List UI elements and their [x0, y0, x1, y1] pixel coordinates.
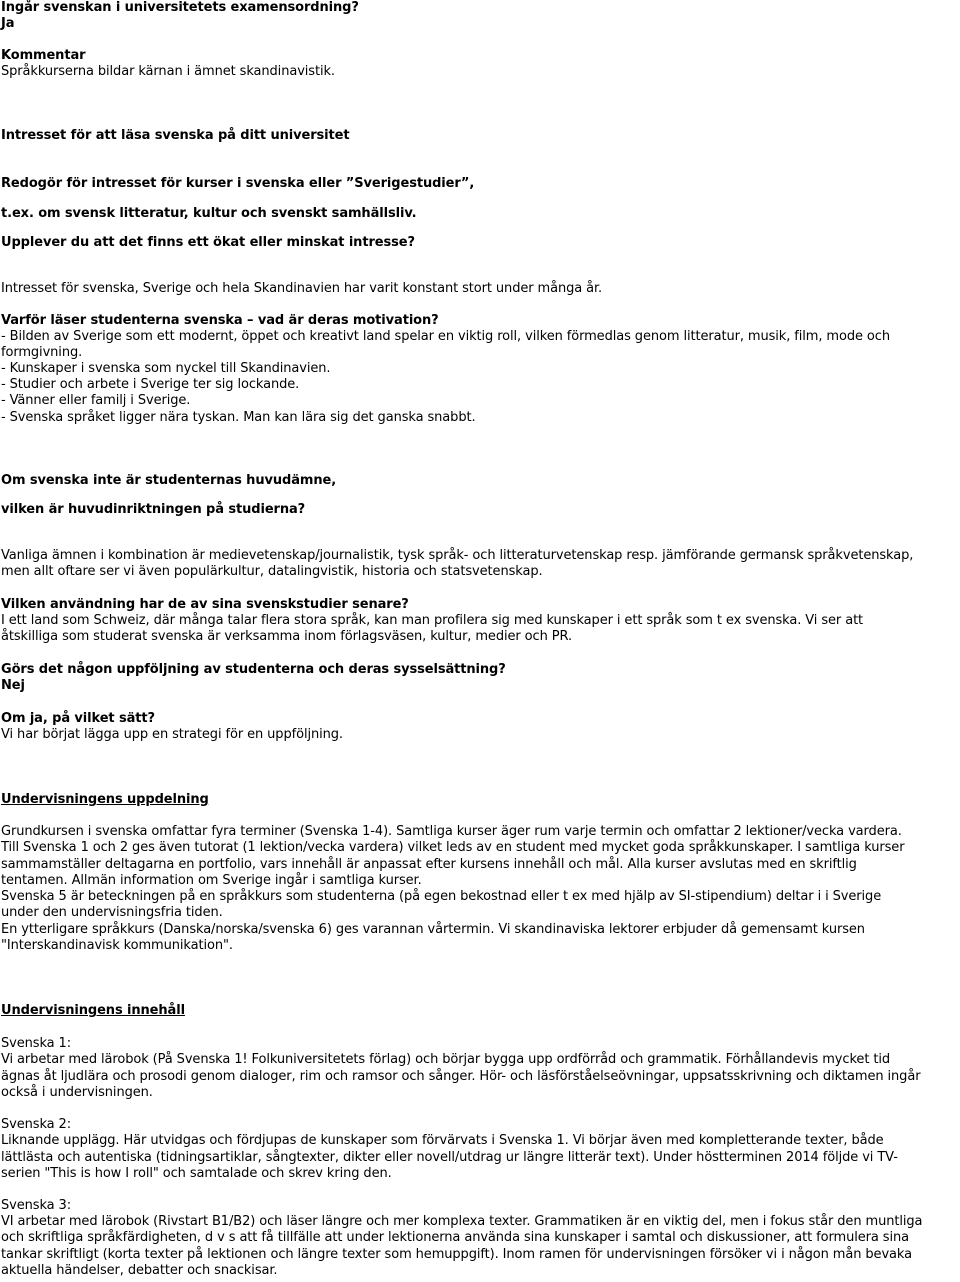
- interest-prompt-line2: t.ex. om svensk litteratur, kultur och svenskt samhällsliv.: [1, 206, 417, 221]
- followup-heading: Görs det någon uppföljning av studenterna och deras sysselsättning?: [1, 662, 506, 677]
- svenska3-line: aktuella händelser, debatter och snackisar.: [1, 1263, 278, 1278]
- content-heading: Undervisningens innehåll: [1, 1003, 185, 1018]
- question-examensordning: Ingår svenskan i universitetets examensordning?: [1, 0, 359, 15]
- usage-heading: Vilken användning har de av sina svenskstudier senare?: [1, 597, 409, 612]
- division-line: "Interskandinavisk kommunikation".: [1, 938, 233, 953]
- motivation-line: - Kunskaper i svenska som nyckel till Skandinavien.: [1, 361, 331, 376]
- main-subject-heading-line2: vilken är huvudinriktningen på studierna?: [1, 502, 306, 517]
- main-subject-line: men allt oftare ser vi även populärkultur, datalingvistik, historia och statsvetenskap.: [1, 564, 543, 579]
- svenska3-line: tankar skriftligt (korta texter på lektionen och längre texter som hemuppgift). Inom ramen för undervisningen försöker vi i någon mån bevaka: [1, 1247, 912, 1262]
- division-line: sammamställer deltagarna en portfolio, vars innehåll är anpassat efter kursens innehåll och mål. Alla kurser avslutas med en skriftlig: [1, 857, 857, 872]
- motivation-line: - Studier och arbete i Sverige ter sig lockande.: [1, 377, 300, 392]
- interest-prompt-line3: Upplever du att det finns ett ökat eller minskat intresse?: [1, 235, 415, 250]
- division-heading: Undervisningens uppdelning: [1, 792, 209, 807]
- followup-answer: Nej: [1, 678, 25, 693]
- division-line: Svenska 5 är beteckningen på en språkkurs som studenterna (på egen bekostnad eller t ex med hjälp av SI-stipendium) deltar i i Sverige: [1, 889, 882, 904]
- answer-examensordning: Ja: [1, 16, 15, 31]
- comment-text: Språkkurserna bildar kärnan i ämnet skandinavistik.: [1, 64, 335, 79]
- motivation-line: - Vänner eller familj i Sverige.: [1, 393, 191, 408]
- motivation-line: - Bilden av Sverige som ett modernt, öppet och kreativt land spelar en viktig roll, vilken förmedlas genom litteratur, musik, film, mode och: [1, 329, 890, 344]
- interest-answer: Intresset för svenska, Sverige och hela Skandinavien har varit konstant stort under många år.: [1, 281, 603, 296]
- svenska2-line: serien "This is how I roll" och samtalade och skrev kring den.: [1, 1166, 392, 1181]
- motivation-line: - Svenska språket ligger nära tyskan. Man kan lära sig det ganska snabbt.: [1, 410, 476, 425]
- comment-heading: Kommentar: [1, 48, 86, 63]
- svenska3-line: och skriftliga språkfärdigheten, d v s att få tillfälle att under lektionerna använda sina kunskaper i samtal och diskussioner, att formulera sina: [1, 1230, 909, 1245]
- interest-prompt-line1: Redogör för intresset för kurser i svenska eller ”Sverigestudier”,: [1, 176, 475, 191]
- motivation-line: formgivning.: [1, 345, 83, 360]
- division-line: under den undervisningsfria tiden.: [1, 905, 223, 920]
- svenska2-line: Liknande upplägg. Här utvidgas och fördjupas de kunskaper som förvärvats i Svenska 1. Vi börjar även med kompletterande texter, både: [1, 1133, 884, 1148]
- svenska2-line: lättlästa och autentiska (tidningsartiklar, sångtexter, dikter eller novell/utdrag ur längre litterär text). Under höstterminen 2014 följde vi TV-: [1, 1150, 898, 1165]
- division-line: En ytterligare språkkurs (Danska/norska/svenska 6) ges varannan vårtermin. Vi skandinaviska lektorer erbjuder då gemensamt kursen: [1, 922, 865, 937]
- main-subject-heading-line1: Om svenska inte är studenternas huvudämne,: [1, 473, 337, 488]
- division-line: tentamen. Allmän information om Sverige ingår i samtliga kurser.: [1, 873, 422, 888]
- usage-line: I ett land som Schweiz, där många talar flera stora språk, kan man profilera sig med kunskaper i ett språk som t ex svenska. Vi ser att: [1, 613, 864, 628]
- svenska3-line: VI arbetar med lärobok (Rivstart B1/B2) och läser längre och mer komplexa texter. Grammatiken är en viktig del, men i fokus står den muntliga: [1, 1214, 923, 1229]
- svenska2-title: Svenska 2:: [1, 1117, 72, 1132]
- motivation-heading: Varför läser studenterna svenska – vad är deras motivation?: [1, 313, 439, 328]
- svenska1-line: också i undervisningen.: [1, 1085, 153, 1100]
- interest-heading: Intresset för att läsa svenska på ditt universitet: [1, 128, 350, 143]
- division-line: Grundkursen i svenska omfattar fyra terminer (Svenska 1-4). Samtliga kurser äger rum varje termin och omfattar 2 lektioner/vecka vardera.: [1, 824, 902, 839]
- main-subject-line: Vanliga ämnen i kombination är medievetenskap/journalistik, tysk språk- och litteraturvetenskap resp. jämförande germansk språkvetenskap,: [1, 548, 914, 563]
- svenska1-line: ägnas åt ljudlära och prosodi genom dialoger, rim och ramsor och sånger. Hör- och läsförståelseövningar, uppsatsskrivning och diktamen ingår: [1, 1069, 921, 1084]
- followup-heading-2: Om ja, på vilket sätt?: [1, 711, 155, 726]
- svenska1-line: Vi arbetar med lärobok (På Svenska 1! Folkuniversitetets förlag) och börjar bygga upp ordförråd och grammatik. Förhållandevis mycket tid: [1, 1052, 891, 1067]
- svenska3-title: Svenska 3:: [1, 1198, 72, 1213]
- followup-answer-2: Vi har börjat lägga upp en strategi för en uppföljning.: [1, 727, 343, 742]
- svenska1-title: Svenska 1:: [1, 1036, 72, 1051]
- division-line: Till Svenska 1 och 2 ges även tutorat (1 lektion/vecka vardera) vilket leds av en student med mycket goda språkkunskaper. I samtliga kurser: [1, 840, 905, 855]
- usage-line: åtskilliga som studerat svenska är verksamma inom förlagsväsen, kultur, medier och PR.: [1, 629, 572, 644]
